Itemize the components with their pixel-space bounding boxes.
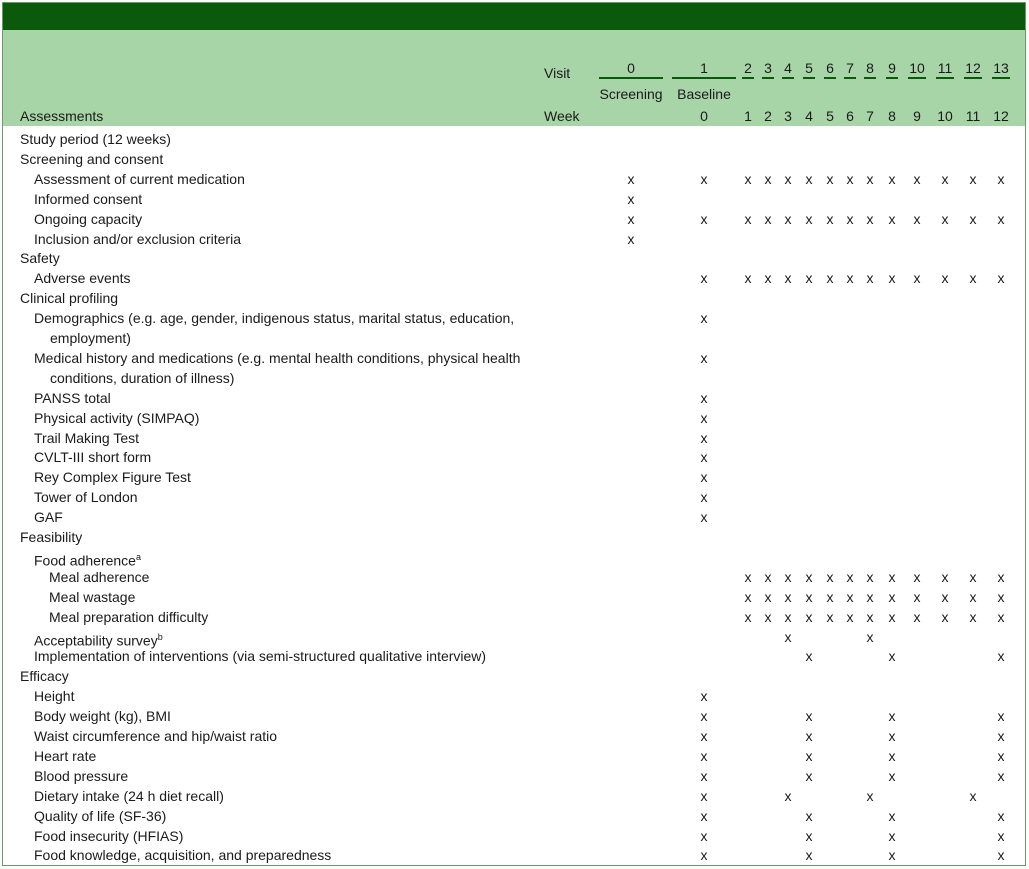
schedule-mark: x: [997, 827, 1005, 844]
schedule-mark: x: [700, 349, 708, 366]
row-label: Trail Making Test: [34, 429, 140, 446]
row-label: CVLT-III short form: [34, 449, 152, 466]
schedule-mark: x: [826, 608, 834, 625]
schedule-mark: x: [826, 568, 834, 585]
visit-number: 3: [764, 60, 772, 76]
schedule-mark: x: [627, 190, 635, 207]
schedule-mark: x: [805, 708, 813, 725]
schedule-mark: x: [866, 787, 874, 804]
row-label: Demographics (e.g. age, gender, indigenous status, marital status, education,: [34, 310, 515, 327]
schedule-mark: x: [764, 588, 772, 605]
schedule-mark: x: [700, 429, 708, 446]
row-label: GAF: [34, 509, 63, 526]
schedule-mark: x: [826, 170, 834, 187]
schedule-mark: x: [846, 608, 854, 625]
week-number: 8: [888, 108, 896, 124]
schedule-mark: x: [969, 568, 977, 585]
schedule-mark: x: [700, 747, 708, 764]
schedule-mark: x: [846, 568, 854, 585]
schedule-mark: x: [997, 807, 1005, 824]
schedule-mark: x: [744, 588, 752, 605]
schedule-mark: x: [744, 608, 752, 625]
schedule-mark: x: [700, 728, 708, 744]
schedule-mark: x: [913, 568, 921, 585]
row-label: Assessment of current medication: [34, 170, 245, 187]
row-label: Food knowledge, acquisition, and preparedness: [34, 847, 332, 864]
week-number: 11: [965, 108, 981, 124]
schedule-mark: x: [805, 767, 813, 784]
schedule-mark: x: [846, 588, 854, 605]
footnote-marker: b: [157, 631, 163, 642]
visit-underline: [824, 77, 836, 79]
schedule-mark: x: [888, 648, 896, 665]
visit-number: 9: [888, 60, 896, 76]
schedule-mark: x: [744, 170, 752, 187]
schedule-mark: x: [700, 310, 708, 327]
schedule-mark: x: [700, 489, 708, 506]
schedule-mark: x: [784, 608, 792, 625]
row-label-continued: employment): [50, 330, 131, 346]
visit-number: 13: [993, 60, 1009, 76]
visit-underline: [964, 77, 982, 79]
table-title-bar: [3, 3, 1025, 30]
schedule-mark: x: [805, 648, 813, 665]
row-label: Height: [34, 688, 75, 705]
schedule-mark: x: [784, 170, 792, 187]
schedule-mark: x: [700, 688, 708, 705]
schedule-mark: x: [997, 170, 1005, 187]
row-label: Waist circumference and hip/waist ratio: [34, 728, 278, 744]
assessments-header: Assessments: [20, 108, 104, 124]
row-label: Ongoing capacity: [34, 210, 143, 227]
row-label: Food adherence$^a$: [34, 551, 141, 569]
schedule-mark: x: [866, 588, 874, 605]
schedule-mark: x: [627, 230, 635, 247]
schedule-mark: x: [969, 170, 977, 187]
visit-underline: [844, 77, 856, 79]
row-label: Meal preparation difficulty: [49, 608, 209, 625]
row-label: Quality of life (SF-36): [34, 807, 167, 824]
schedule-mark: x: [700, 469, 708, 486]
row-label: Physical activity (SIMPAQ): [34, 409, 200, 426]
schedule-mark: x: [846, 270, 854, 287]
schedule-mark: x: [969, 210, 977, 227]
row-label: Heart rate: [34, 747, 97, 764]
schedule-mark: x: [888, 847, 896, 864]
schedule-mark: x: [700, 409, 708, 426]
schedule-mark: x: [700, 210, 708, 227]
schedule-mark: x: [888, 747, 896, 764]
schedule-mark: x: [888, 170, 896, 187]
visit-number: 4: [784, 60, 792, 76]
schedule-mark: x: [784, 588, 792, 605]
row-label: Efficacy: [20, 668, 69, 685]
schedule-mark: x: [969, 608, 977, 625]
schedule-mark: x: [997, 847, 1005, 864]
schedule-mark: x: [941, 608, 949, 625]
schedule-mark: x: [888, 728, 896, 744]
schedule-mark: x: [805, 170, 813, 187]
row-label: Meal adherence: [49, 568, 150, 585]
schedule-mark: x: [888, 807, 896, 824]
schedule-mark: x: [997, 210, 1005, 227]
schedule-mark: x: [700, 389, 708, 406]
schedule-mark: x: [941, 588, 949, 605]
row-label: Adverse events: [34, 270, 131, 287]
schedule-mark: x: [700, 509, 708, 526]
schedule-mark: x: [700, 767, 708, 784]
row-label: Clinical profiling: [20, 290, 119, 307]
schedule-mark: x: [888, 767, 896, 784]
week-number: 2: [764, 108, 772, 124]
schedule-mark: x: [866, 628, 874, 645]
row-label: Dietary intake (24 h diet recall): [34, 787, 224, 804]
schedule-mark: x: [805, 608, 813, 625]
visit-underline: [908, 77, 926, 79]
row-label: Food insecurity (HFIAS): [34, 827, 184, 844]
schedule-mark: x: [805, 568, 813, 585]
schedule-mark: x: [969, 588, 977, 605]
schedule-mark: x: [627, 210, 635, 227]
schedule-mark: x: [846, 210, 854, 227]
visit-number: 8: [866, 60, 874, 76]
visit-number: 6: [826, 60, 834, 76]
schedule-mark: x: [784, 787, 792, 804]
schedule-mark: x: [826, 270, 834, 287]
visit-underline: [886, 77, 898, 79]
row-label: Blood pressure: [34, 767, 129, 784]
schedule-mark: x: [913, 270, 921, 287]
visit-underline: [672, 77, 736, 79]
schedule-mark: x: [826, 210, 834, 227]
schedule-mark: x: [805, 747, 813, 764]
schedule-mark: x: [805, 270, 813, 287]
schedule-mark: x: [744, 210, 752, 227]
schedule-mark: x: [700, 170, 708, 187]
row-label: PANSS total: [34, 389, 111, 406]
visit-number: 5: [805, 60, 813, 76]
schedule-mark: x: [805, 728, 813, 744]
week-number: 9: [913, 108, 921, 124]
visit-underline: [803, 77, 815, 79]
schedule-mark: x: [805, 827, 813, 844]
row-label: Body weight (kg), BMI: [34, 708, 171, 725]
week-number: 12: [993, 108, 1009, 124]
schedule-mark: x: [997, 708, 1005, 725]
visit-number: 10: [909, 60, 925, 76]
schedule-mark: x: [997, 608, 1005, 625]
schedule-mark: x: [764, 270, 772, 287]
schedule-mark: x: [784, 628, 792, 645]
schedule-mark: x: [888, 270, 896, 287]
schedule-mark: x: [700, 847, 708, 864]
schedule-mark: x: [941, 210, 949, 227]
schedule-mark: x: [941, 270, 949, 287]
visit-underline: [742, 77, 754, 79]
schedule-mark: x: [846, 170, 854, 187]
schedule-mark: x: [888, 568, 896, 585]
schedule-mark: x: [700, 449, 708, 466]
visit-number: 12: [965, 60, 981, 76]
visit-number: 0: [627, 60, 635, 76]
schedule-mark: x: [888, 210, 896, 227]
schedule-mark: x: [997, 767, 1005, 784]
schedule-mark: x: [700, 708, 708, 725]
week-number: 7: [866, 108, 874, 124]
schedule-mark: x: [913, 170, 921, 187]
schedule-mark: x: [700, 270, 708, 287]
baseline-header: Baseline: [677, 86, 731, 102]
schedule-mark: x: [805, 847, 813, 864]
row-label: Rey Complex Figure Test: [34, 469, 191, 486]
week-header: Week: [544, 108, 580, 124]
schedule-mark: x: [969, 787, 977, 804]
footnote-marker: a: [135, 551, 141, 562]
row-label: Safety: [20, 250, 60, 267]
visit-number: 7: [846, 60, 854, 76]
schedule-mark: x: [764, 210, 772, 227]
schedule-mark: x: [913, 608, 921, 625]
schedule-mark: x: [700, 787, 708, 804]
schedule-mark: x: [805, 807, 813, 824]
schedule-mark: x: [888, 588, 896, 605]
schedule-mark: x: [997, 747, 1005, 764]
visit-underline: [864, 77, 876, 79]
row-label: Implementation of interventions (via semi-structured qualitative interview): [34, 648, 487, 665]
schedule-mark: x: [866, 170, 874, 187]
row-label: Acceptability survey$^b$: [34, 631, 163, 649]
week-number: 0: [700, 108, 708, 124]
schedule-mark: x: [700, 827, 708, 844]
schedule-mark: x: [627, 170, 635, 187]
row-label: Screening and consent: [20, 150, 164, 167]
visit-underline: [782, 77, 794, 79]
row-label: Inclusion and/or exclusion criteria: [34, 230, 241, 247]
schedule-mark: x: [913, 588, 921, 605]
visit-number: 11: [937, 60, 953, 76]
schedule-mark: x: [997, 648, 1005, 665]
visit-underline: [599, 77, 663, 79]
schedule-mark: x: [764, 568, 772, 585]
visit-number: 2: [744, 60, 752, 76]
visit-number: 1: [700, 60, 708, 76]
schedule-table: [2, 2, 1026, 866]
schedule-mark: x: [784, 270, 792, 287]
schedule-mark: x: [805, 588, 813, 605]
schedule-mark: x: [941, 170, 949, 187]
schedule-mark: x: [866, 568, 874, 585]
schedule-mark: x: [997, 270, 1005, 287]
row-label-continued: conditions, duration of illness): [50, 369, 235, 386]
schedule-mark: x: [784, 210, 792, 227]
week-number: 4: [805, 108, 813, 124]
schedule-mark: x: [784, 568, 792, 585]
row-label: Medical history and medications (e.g. mental health conditions, physical health: [34, 349, 521, 366]
schedule-mark: x: [997, 728, 1005, 744]
schedule-mark: x: [744, 270, 752, 287]
visit-underline: [936, 77, 954, 79]
schedule-mark: x: [888, 608, 896, 625]
row-label: Meal wastage: [49, 588, 136, 605]
week-number: 10: [937, 108, 953, 124]
schedule-mark: x: [866, 608, 874, 625]
row-label: Study period (12 weeks): [20, 131, 171, 147]
week-number: 3: [784, 108, 792, 124]
visit-underline: [762, 77, 774, 79]
visit-header: Visit: [544, 65, 571, 81]
row-label: Tower of London: [34, 489, 138, 506]
week-number: 1: [744, 108, 752, 124]
schedule-mark: x: [764, 170, 772, 187]
schedule-mark: x: [700, 807, 708, 824]
schedule-mark: x: [888, 708, 896, 725]
week-number: 5: [826, 108, 834, 124]
schedule-mark: x: [888, 827, 896, 844]
schedule-mark: x: [997, 588, 1005, 605]
schedule-mark: x: [805, 210, 813, 227]
schedule-mark: x: [826, 588, 834, 605]
week-number: 6: [846, 108, 854, 124]
schedule-mark: x: [941, 568, 949, 585]
schedule-mark: x: [969, 270, 977, 287]
row-label: Informed consent: [34, 190, 143, 207]
table-header: [3, 30, 1025, 126]
schedule-mark: x: [764, 608, 772, 625]
schedule-mark: x: [744, 568, 752, 585]
schedule-mark: x: [866, 210, 874, 227]
schedule-mark: x: [997, 568, 1005, 585]
screening-header: Screening: [599, 86, 663, 102]
row-label: Feasibility: [20, 529, 83, 545]
visit-underline: [992, 77, 1010, 79]
schedule-mark: x: [913, 210, 921, 227]
schedule-mark: x: [866, 270, 874, 287]
